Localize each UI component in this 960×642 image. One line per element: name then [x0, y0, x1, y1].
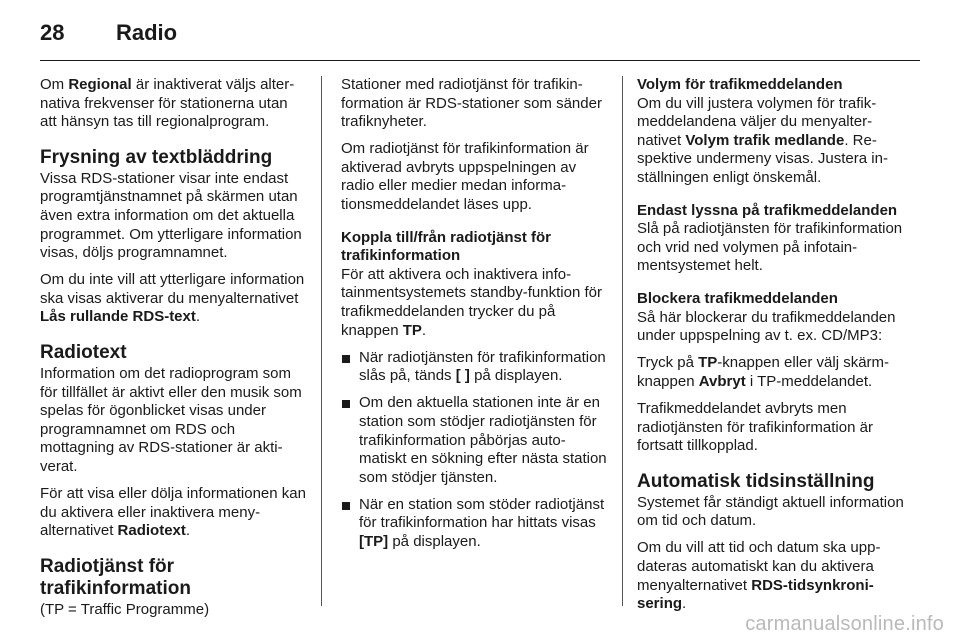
bullet-square-icon [342, 400, 350, 408]
paragraph: Stationer med radiotjänst för trafikinformation är RDS-stationer som sänder trafiknyheter. [341, 76, 602, 131]
section-heading: Automatisk tidsinställning [637, 470, 875, 492]
paragraph: Trafikmeddelandet avbryts men radiotjänsten för trafikinformation är fortsatt tillkopplad. [637, 399, 873, 455]
subsection-heading: Endast lyssna på trafikmeddelanden [637, 201, 898, 219]
bullet-square-icon [342, 355, 350, 363]
bullet-square-icon [342, 502, 350, 510]
page-header [40, 18, 920, 61]
paragraph: Om radiotjänst för trafikinformation är aktiverad avbryts uppspelningen av radio eller medier medan informationsmeddelandet läses upp. [341, 140, 589, 214]
list-item: Om den aktuella stationen inte är en station som stödjer radiotjänsten för trafikinformation påbörjas automatiskt en sökning efter nästa station som stödjer tjänsten. [341, 394, 607, 487]
paragraph: Så här blockerar du trafikmeddelanden under uppspelning av t. ex. CD/MP3: [637, 308, 896, 345]
subsection-heading: Volym för trafikmeddelanden [637, 76, 843, 93]
section-heading: Frysning av textbläddring [40, 146, 273, 168]
paragraph: Slå på radiotjänsten för trafikinformation och vrid ned volymen på infotainmentsystemet helt. [637, 220, 903, 275]
paragraph: Om du vill att tid och datum ska uppdateras automatiskt kan du aktivera menyalternativet RDS-tidsynkronisering. [637, 539, 881, 613]
paragraph: Information om det radioprogram som för tillfället är aktivt eller den musik som spelas för ögonblicket visas under programnamnet om RDS och mottagning av RDS-stationer är aktiverat. [40, 365, 302, 475]
chapter-title: Radio [116, 20, 178, 45]
paragraph: (TP = Traffic Programme) [40, 600, 210, 618]
section-heading: Radiotjänst för trafikinformation [40, 555, 191, 599]
paragraph: Om du inte vill att ytterligare information ska visas aktiverar du menyalternativet Lås rullande RDS-text. [40, 271, 305, 326]
page-number: 28 [40, 20, 65, 45]
paragraph: Systemet får ständigt aktuell information om tid och datum. [637, 493, 904, 530]
paragraph: Vissa RDS-stationer visar inte endast programtjänstnamnet på skärmen utan även extra information om det aktuella programmet. Om ytterligare information visas, döljs programnamnet. [40, 169, 302, 262]
paragraph: Tryck på TP-knappen eller välj skärmknappen Avbryt i TP-meddelandet. [637, 354, 890, 390]
subsection-heading: Koppla till/från radiotjänst för trafikinformation [341, 228, 552, 265]
paragraph: För att aktivera och inaktivera infotainmentsystemets standby-funktion för trafikmeddelanden trycker du på knappen TP. [341, 265, 602, 339]
paragraph: För att visa eller dölja informationen kan du aktivera eller inaktivera menyalternativet Radiotext. [40, 485, 306, 540]
column-1 [40, 76, 306, 628]
column-3 [637, 76, 905, 622]
watermark: carmanualsonline.info [745, 613, 944, 635]
column-divider [321, 76, 322, 606]
section-heading: Radiotext [40, 342, 127, 364]
bullet-list [341, 349, 607, 552]
list-item: När radiotjänsten för trafikinformation slås på, tänds [ ] på displayen. [341, 349, 607, 386]
list-item: När en station som stöder radiotjänst för trafikinformation har hittats visas [TP] på displayen. [341, 496, 607, 552]
paragraph: Om Regional är inaktiverat väljs alternativa frekvenser för stationerna utan att hänsyn tas till regionalprogram. [40, 76, 295, 131]
column-2 [341, 76, 607, 560]
paragraph: Om du vill justera volymen för trafikmeddelandena väljer du menyalternativet Volym trafik medlande. Respektive undermeny visas. Justera inställningen enligt önskemål. [637, 94, 888, 186]
subsection-heading: Blockera trafikmeddelanden [637, 289, 838, 307]
column-divider [622, 76, 623, 606]
